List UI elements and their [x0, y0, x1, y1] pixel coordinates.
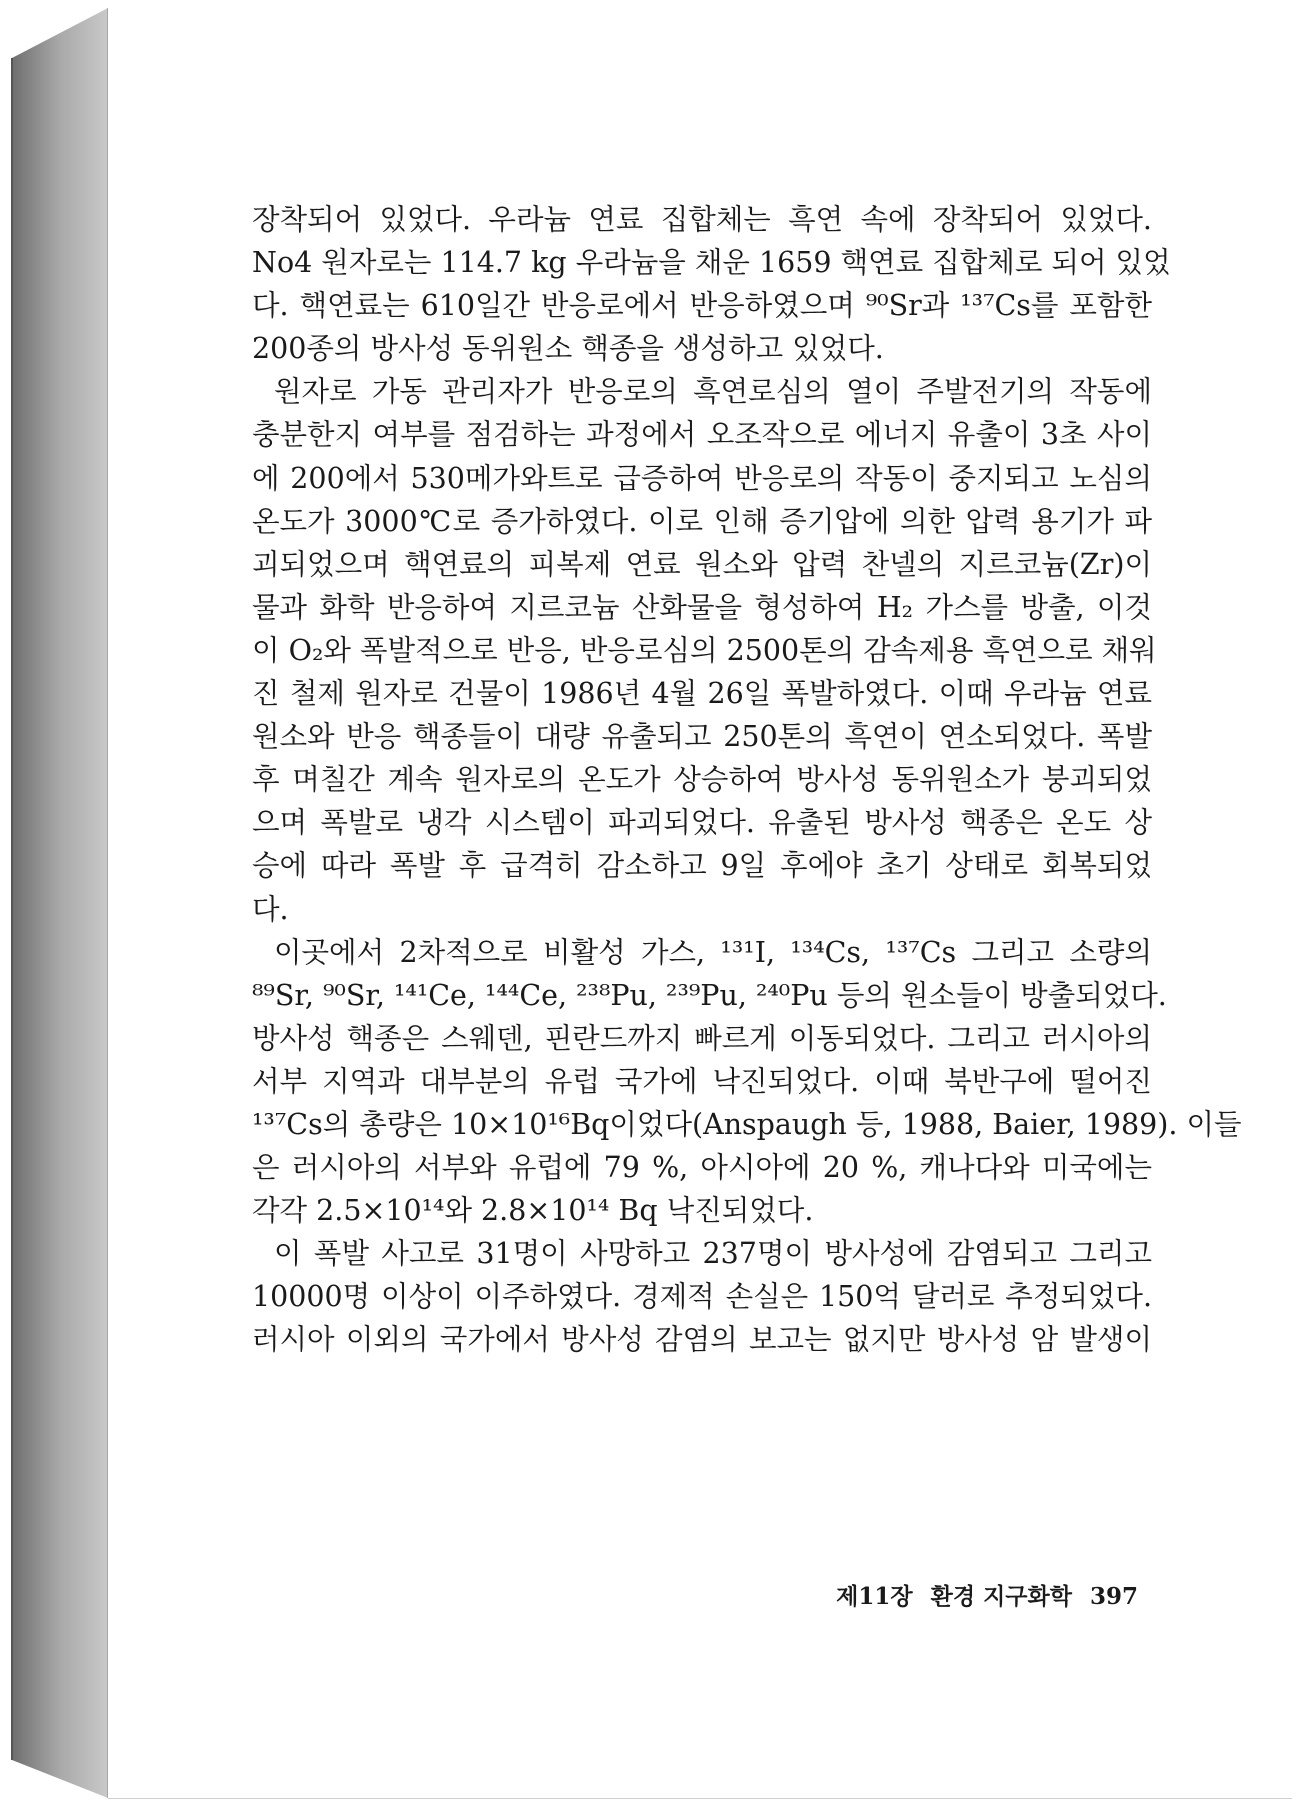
text-line: 장착되어 있었다. 우라늄 연료 집합체는 흑연 속에 장착되어 있었다. — [252, 203, 1152, 236]
text-line: 러시아 이외의 국가에서 방사성 감염의 보고는 없지만 방사성 암 발생이 — [252, 1323, 1152, 1357]
text-line: ⁸⁹Sr, ⁹⁰Sr, ¹⁴¹Ce, ¹⁴⁴Ce, ²³⁸Pu, ²³⁹Pu, ²⁴⁰Pu 등의 원소들이 방출되었다. — [252, 978, 1167, 1012]
text-line: No4 원자로는 114.7 kg 우라늄을 채운 1659 핵연료 집합체로 되어 있었 — [252, 246, 1171, 280]
chapter-title: 환경 지구화학 — [930, 1583, 1072, 1610]
paragraph-1 — [252, 198, 1171, 370]
text-line: 다. 핵연료는 610일간 반응로에서 반응하였으며 ⁹⁰Sr과 ¹³⁷Cs를 포함한 — [252, 289, 1152, 323]
text-line: 괴되었으며 핵연료의 피복제 연료 원소와 압력 찬넬의 지르코늄(Zr)이 — [252, 547, 1152, 581]
text-line: 온도가 3000℃로 증가하였다. 이로 인해 증기압에 의한 압력 용기가 파 — [252, 504, 1152, 538]
text-line: 물과 화학 반응하여 지르코늄 산화물을 형성하여 H₂ 가스를 방출, 이것 — [252, 590, 1152, 624]
text-line: 이 O₂와 폭발적으로 반응, 반응로심의 2500톤의 감속제용 흑연으로 채워 — [252, 633, 1157, 667]
text-line: 이곳에서 2차적으로 비활성 가스, ¹³¹I, ¹³⁴Cs, ¹³⁷Cs 그리고 소량의 — [274, 935, 1152, 969]
text-line: 승에 따라 폭발 후 급격히 감소하고 9일 후에야 초기 상태로 회복되었 — [252, 849, 1152, 883]
text-line: 은 러시아의 서부와 유럽에 79 %, 아시아에 20 %, 캐나다와 미국에는 — [252, 1151, 1152, 1185]
text-line: 각각 2.5×10¹⁴와 2.8×10¹⁴ Bq 낙진되었다. — [252, 1194, 814, 1228]
paragraph-3 — [252, 931, 1242, 1233]
page-number: 397 — [1089, 1583, 1138, 1610]
text-line: 충분한지 여부를 점검하는 과정에서 오조작으로 에너지 유출이 3초 사이 — [252, 418, 1152, 452]
chapter-label: 제11장 — [836, 1583, 913, 1610]
text-line: 200종의 방사성 동위원소 핵종을 생성하고 있었다. — [252, 332, 884, 366]
paragraph-2 — [252, 370, 1157, 930]
text-line: 에 200에서 530메가와트로 급증하여 반응로의 작동이 중지되고 노심의 — [252, 461, 1152, 495]
page-footer — [826, 1578, 1138, 1611]
text-line: 방사성 핵종은 스웨덴, 핀란드까지 빠르게 이동되었다. 그리고 러시아의 — [252, 1021, 1152, 1055]
body-text — [252, 198, 1242, 1362]
text-line: 10000명 이상이 이주하였다. 경제적 손실은 150억 달러로 추정되었다. — [252, 1280, 1152, 1314]
text-line: 으며 폭발로 냉각 시스템이 파괴되었다. 유출된 방사성 핵종은 온도 상 — [252, 806, 1152, 840]
text-line: 원자로 가동 관리자가 반응로의 흑연로심의 열이 주발전기의 작동에 — [274, 375, 1152, 409]
text-line: 원소와 반응 핵종들이 대량 유출되고 250톤의 흑연이 연소되었다. 폭발 — [252, 720, 1152, 754]
text-line: 서부 지역과 대부분의 유럽 국가에 낙진되었다. 이때 북반구에 떨어진 — [252, 1064, 1152, 1098]
text-line: 후 며칠간 계속 원자로의 온도가 상승하여 방사성 동위원소가 붕괴되었 — [252, 763, 1152, 797]
paragraph-4 — [252, 1232, 1152, 1361]
text-line: ¹³⁷Cs의 총량은 10×10¹⁶Bq이었다(Anspaugh 등, 1988, Baier, 1989). 이들 — [252, 1107, 1242, 1141]
text-line: 이 폭발 사고로 31명이 사망하고 237명이 방사성에 감염되고 그리고 — [274, 1237, 1152, 1271]
text-line: 진 철제 원자로 건물이 1986년 4월 26일 폭발하였다. 이때 우라늄 연료 — [252, 677, 1152, 711]
text-line: 다. — [252, 892, 289, 926]
